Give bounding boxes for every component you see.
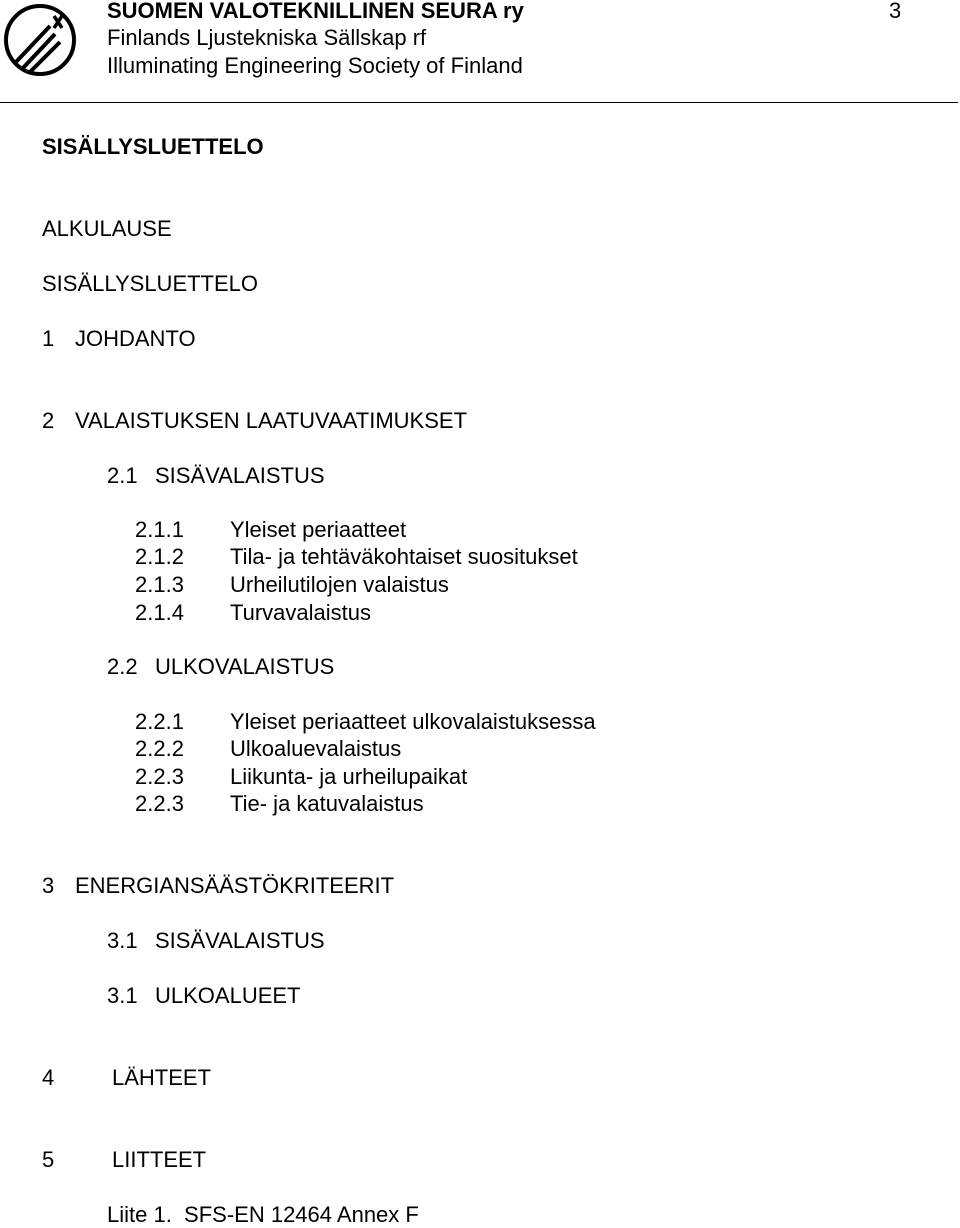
toc-entry-label: Turvavalaistus xyxy=(230,600,372,625)
toc-entry-label: ALKULAUSE xyxy=(42,216,172,241)
org-name-swedish: Finlands Ljustekniska Sällskap rf xyxy=(107,25,427,50)
toc-entry-number: 2.2 xyxy=(107,654,138,679)
toc-entry-number: 2.2.2 xyxy=(135,736,184,761)
toc-entry-label: Tie- ja katuvalaistus xyxy=(230,791,424,816)
toc-entry-number: 2.1.3 xyxy=(135,572,184,597)
toc-entry-number: 1 xyxy=(42,326,55,351)
toc-entry-number: 3.1 xyxy=(107,983,138,1008)
toc-entry-label: ENERGIANSÄÄSTÖKRITEERIT xyxy=(75,873,395,898)
toc-entry-number: 3 xyxy=(42,873,55,898)
toc-entry-label: Yleiset periaatteet xyxy=(230,517,407,542)
toc-entry-number: 2.2.1 xyxy=(135,709,184,734)
toc-entry-label: LIITTEET xyxy=(112,1147,207,1172)
toc-entry-number: 2 xyxy=(42,408,55,433)
toc-entry xyxy=(42,271,258,297)
toc-entry-label: VALAISTUKSEN LAATUVAATIMUKSET xyxy=(75,408,468,433)
toc-entry-number: 4 xyxy=(42,1065,55,1090)
light-beam-circle-logo-icon xyxy=(2,2,78,78)
toc-entry-label: LÄHTEET xyxy=(112,1065,212,1090)
toc-entry-label: SISÄVALAISTUS xyxy=(155,463,325,488)
org-name: SUOMEN VALOTEKNILLINEN SEURA ry xyxy=(107,0,524,23)
page-number: 3 xyxy=(889,0,902,23)
toc-entry-label: SISÄLLYSLUETTELO xyxy=(42,271,259,296)
toc-entry-label: Urheilutilojen valaistus xyxy=(230,572,449,597)
toc-entry-number: 2.1 xyxy=(107,463,138,488)
toc-entry-label: SISÄVALAISTUS xyxy=(155,928,325,953)
header-divider xyxy=(0,102,958,103)
toc-entry-label: Ulkoaluevalaistus xyxy=(230,736,402,761)
toc-entry-label: ULKOALUEET xyxy=(155,983,301,1008)
toc-entry-number: 3.1 xyxy=(107,928,138,953)
toc-entry-number: 2.1.4 xyxy=(135,600,184,625)
toc-entry-label: Tila- ja tehtäväkohtaiset suositukset xyxy=(230,544,578,569)
toc-entry-label: Yleiset periaatteet ulkovalaistuksessa xyxy=(230,709,596,734)
toc-entry-number: 2.2.3 xyxy=(135,791,184,816)
toc-entry-number: 5 xyxy=(42,1147,55,1172)
toc-entry-label: ULKOVALAISTUS xyxy=(155,654,335,679)
toc-entry xyxy=(42,216,172,242)
toc-title: SISÄLLYSLUETTELO xyxy=(42,134,264,159)
toc-entry-number: 2.1.2 xyxy=(135,544,184,569)
toc-entry-number: 2.2.3 xyxy=(135,764,184,789)
toc-entry-label: Liite 1. SFS-EN 12464 Annex F xyxy=(107,1202,419,1227)
org-name-english: Illuminating Engineering Society of Finland xyxy=(107,53,523,78)
toc-entry-number: 2.1.1 xyxy=(135,517,184,542)
toc-entry-label: Liikunta- ja urheilupaikat xyxy=(230,764,468,789)
toc-entry-label: JOHDANTO xyxy=(75,326,196,351)
